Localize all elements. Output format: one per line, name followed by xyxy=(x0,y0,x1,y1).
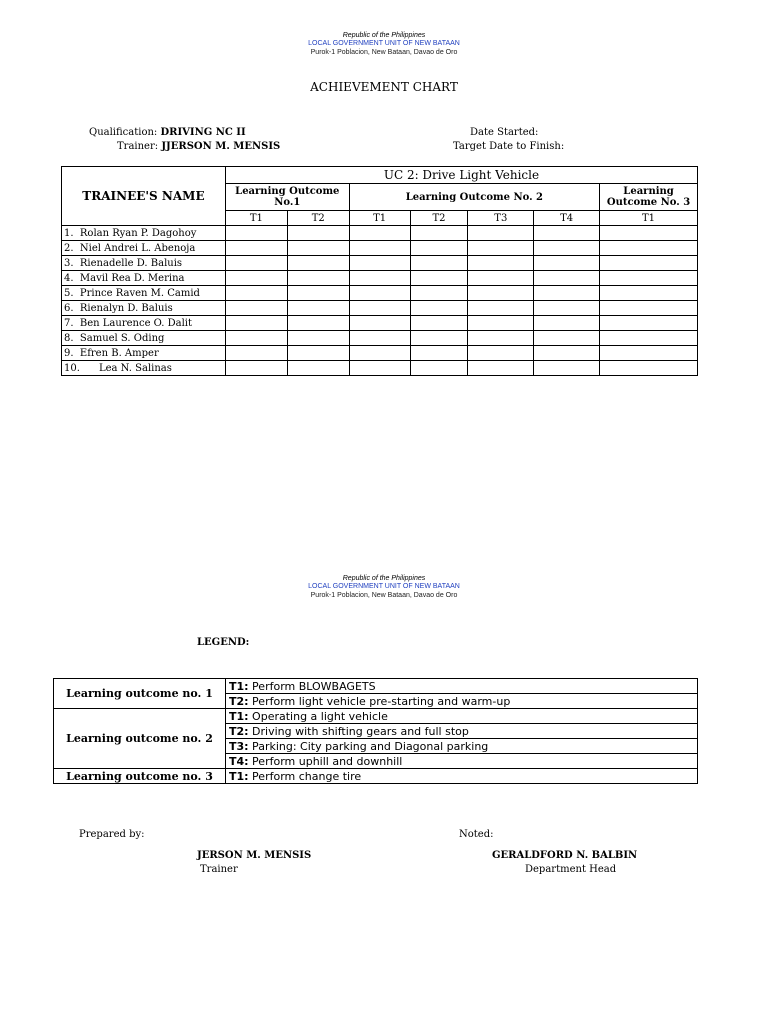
legend-item: T4: Perform uphill and downhill xyxy=(226,754,698,769)
legend-item: T2: Driving with shifting gears and full stop xyxy=(226,724,698,739)
prepared-by-label: Prepared by: xyxy=(79,829,145,840)
republic-text: Republic of the Philippines xyxy=(342,575,426,582)
page-header-top xyxy=(0,32,768,57)
noted-role: Department Head xyxy=(525,864,617,875)
table-row xyxy=(62,316,698,331)
legend-item: T1: Perform BLOWBAGETS xyxy=(226,679,698,694)
table-row xyxy=(62,271,698,286)
document-title: ACHIEVEMENT CHART xyxy=(310,80,458,94)
task-header: T3 xyxy=(468,211,534,226)
date-started-label: Date Started: xyxy=(470,127,539,138)
qualification-line xyxy=(89,127,246,138)
lo3-header: Learning Outcome No. 3 xyxy=(600,184,698,211)
legend-lo3: Learning outcome no. 3 xyxy=(54,769,226,784)
task-header: T2 xyxy=(410,211,468,226)
trainer-value: JJERSON M. MENSIS xyxy=(161,141,281,152)
task-header: T1 xyxy=(600,211,698,226)
legend-item: T1: Operating a light vehicle xyxy=(226,709,698,724)
noted-name: GERALDFORD N. BALBIN xyxy=(492,850,638,861)
table-row xyxy=(62,301,698,316)
trainer-label: Trainer: xyxy=(117,141,159,152)
page-header-bottom xyxy=(0,575,768,600)
legend-lo2: Learning outcome no. 2 xyxy=(54,709,226,769)
legend-item: T3: Parking: City parking and Diagonal parking xyxy=(226,739,698,754)
legend-title: LEGEND: xyxy=(197,637,250,648)
trainee-name: 3. Rienadelle D. Baluis xyxy=(62,256,226,271)
table-row xyxy=(62,226,698,241)
table-row xyxy=(62,346,698,361)
legend-item: T2: Perform light vehicle pre-starting and warm-up xyxy=(226,694,698,709)
prepared-name: JERSON M. MENSIS xyxy=(197,850,312,861)
trainee-name: 4. Mavil Rea D. Merina xyxy=(62,271,226,286)
task-header: T1 xyxy=(225,211,287,226)
lo2-header: Learning Outcome No. 2 xyxy=(349,184,599,211)
achievement-table xyxy=(61,166,698,376)
trainee-name: 10. Lea N. Salinas xyxy=(62,361,226,376)
task-header: T2 xyxy=(287,211,349,226)
trainee-name: 8. Samuel S. Oding xyxy=(62,331,226,346)
table-row xyxy=(62,256,698,271)
qualification-value: DRIVING NC II xyxy=(160,127,246,138)
lgu-text: LOCAL GOVERNMENT UNIT OF NEW BATAAN xyxy=(308,583,460,591)
trainee-name: 1. Rolan Ryan P. Dagohoy xyxy=(62,226,226,241)
table-row xyxy=(62,286,698,301)
task-header: T1 xyxy=(349,211,410,226)
address-text: Purok-1 Poblacion, New Bataan, Davao de Oro xyxy=(310,591,458,599)
target-date-label: Target Date to Finish: xyxy=(453,141,565,152)
uc-header: UC 2: Drive Light Vehicle xyxy=(225,167,697,184)
trainee-name: 7. Ben Laurence O. Dalit xyxy=(62,316,226,331)
trainee-name: 6. Rienalyn D. Baluis xyxy=(62,301,226,316)
prepared-role: Trainer xyxy=(200,864,238,875)
qualification-label: Qualification: xyxy=(89,127,158,138)
trainee-name: 9. Efren B. Amper xyxy=(62,346,226,361)
task-header: T4 xyxy=(534,211,600,226)
trainee-name: 5. Prince Raven M. Camid xyxy=(62,286,226,301)
legend-item: T1: Perform change tire xyxy=(226,769,698,784)
trainer-line xyxy=(117,141,280,152)
legend-table xyxy=(53,678,698,784)
trainee-name-header: TRAINEE'S NAME xyxy=(62,167,226,226)
lo1-header: Learning Outcome No.1 xyxy=(225,184,349,211)
trainee-name: 2. Niel Andrei L. Abenoja xyxy=(62,241,226,256)
noted-label: Noted: xyxy=(459,829,494,840)
legend-lo1: Learning outcome no. 1 xyxy=(54,679,226,709)
republic-text: Republic of the Philippines xyxy=(342,32,426,39)
table-row xyxy=(62,331,698,346)
table-row xyxy=(62,241,698,256)
lgu-text: LOCAL GOVERNMENT UNIT OF NEW BATAAN xyxy=(308,40,460,48)
address-text: Purok-1 Poblacion, New Bataan, Davao de Oro xyxy=(310,48,458,56)
table-row xyxy=(62,361,698,376)
